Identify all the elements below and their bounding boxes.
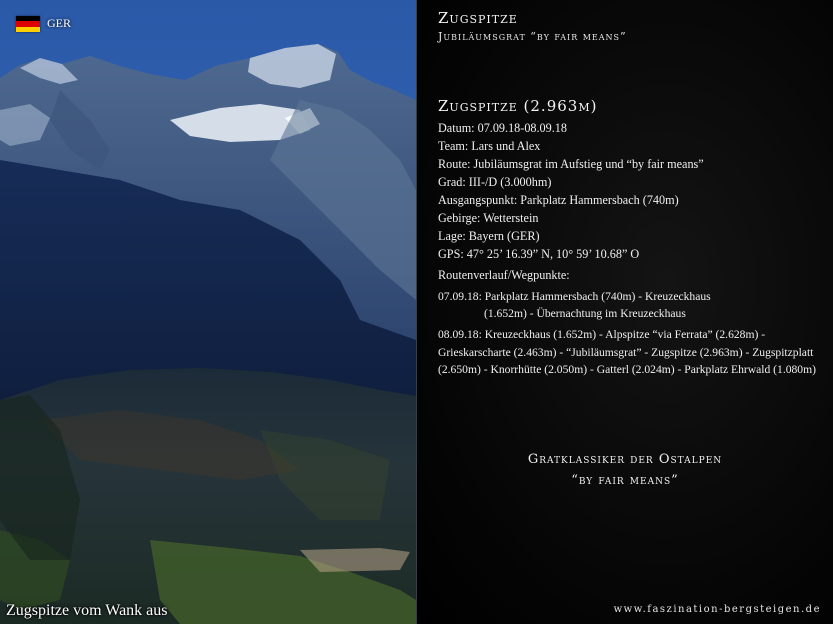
route-day-1-text: 07.09.18: Parkplatz Hammersbach (740m) - Kreuzeckhaus — [438, 290, 711, 303]
fact-start: Ausgangspunkt: Parkplatz Hammersbach (740m) — [438, 193, 679, 207]
tagline-fair-means: “by fair means” — [571, 473, 679, 488]
fact-route: Route: Jubiläumsgrat im Aufstieg und “by fair means” — [438, 157, 704, 171]
country-code: GER — [47, 16, 71, 30]
mountain-photo — [0, 0, 416, 624]
fact-range: Gebirge: Wetterstein — [438, 211, 539, 225]
route-section-label: Routenverlauf/Wegpunkte: — [438, 268, 570, 282]
germany-flag-icon — [16, 16, 40, 32]
flag-stripe-gold — [16, 27, 40, 32]
fact-gps: GPS: 47° 25’ 16.39” N, 10° 59’ 10.68” O — [438, 247, 640, 261]
zugspitze-landscape — [0, 0, 416, 624]
fact-location: Lage: Bayern (GER) — [438, 229, 540, 243]
fact-grade: Grad: III-/D (3.000hm) — [438, 175, 552, 189]
info-panel — [417, 0, 833, 624]
page-title: Zugspitze — [438, 9, 518, 27]
tagline-classic: Gratklassiker der Ostalpen — [527, 452, 723, 467]
route-day-1 — [438, 288, 818, 322]
tour-heading: Zugspitze (2.963m) — [438, 97, 598, 115]
fact-team: Team: Lars und Alex — [438, 139, 541, 153]
fact-date: Datum: 07.09.18-08.09.18 — [438, 121, 567, 135]
route-day-1-continued: (1.652m) - Übernachtung im Kreuzeckhaus — [484, 307, 686, 320]
website-link[interactable]: www.faszination-bergsteigen.de — [613, 604, 821, 615]
route-day-2: 08.09.18: Kreuzeckhaus (1.652m) - Alpspitze “via Ferrata” (2.628m) - Grieskarscharte (2.463m) - “Jubiläumsgrat” - Zugspitze (2.963m) - Zugspitzplatt (2.650m) - Knorrhütte (2.050m) - Gatterl (2.024m) - Parkplatz Ehrwald (1.080m) — [438, 328, 816, 376]
tour-facts — [438, 119, 704, 263]
photo-caption: Zugspitze vom Wank aus — [6, 602, 168, 619]
page-subtitle: Jubiläumsgrat “by fair means” — [438, 30, 627, 43]
